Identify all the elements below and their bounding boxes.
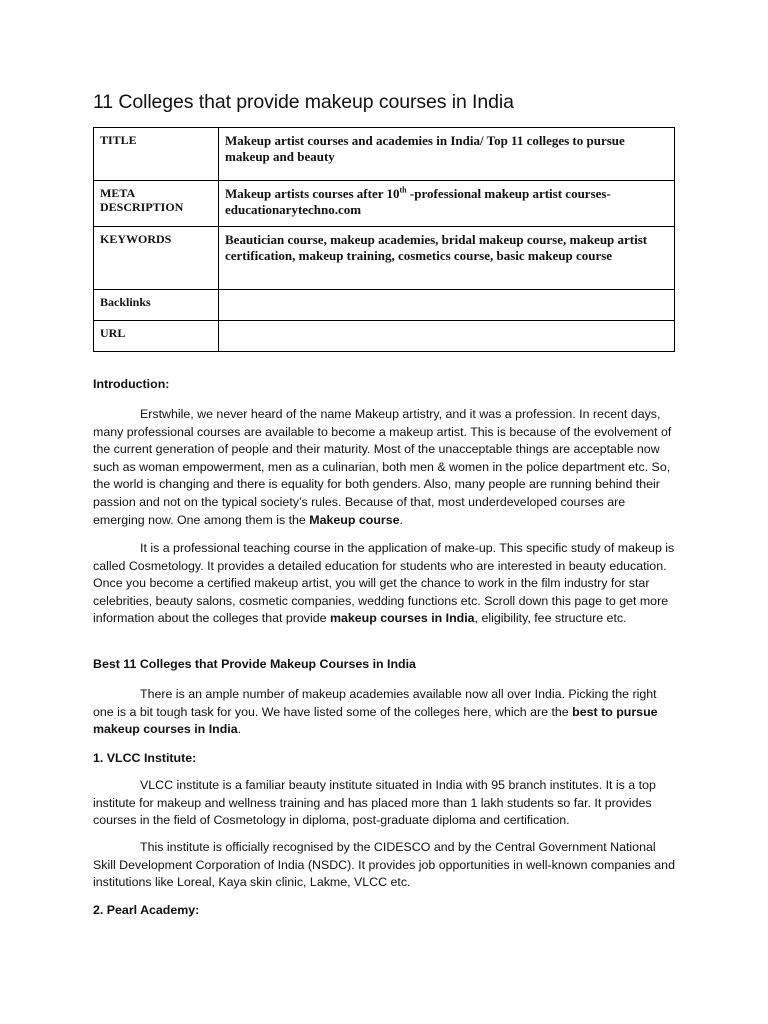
table-row	[94, 321, 675, 352]
intro-paragraph-2	[93, 540, 675, 628]
intro-p2-end: , eligibility, fee structure etc.	[474, 611, 627, 626]
vlcc-heading: 1. VLCC Institute:	[93, 751, 197, 765]
intro-paragraph-1	[93, 406, 675, 529]
pearl-heading: 2. Pearl Academy:	[93, 903, 200, 917]
intro-p1-bold: Makeup course	[309, 512, 400, 527]
meta-key-backlinks: Backlinks	[94, 290, 219, 321]
best-p-end: .	[237, 722, 242, 737]
meta-key-url: URL	[94, 321, 219, 352]
table-row	[94, 290, 675, 321]
intro-heading: Introduction:	[93, 377, 170, 391]
intro-p1-text: Erstwhile, we never heard of the name Makeup artistry, and it was a profession. In recent days, many professional courses are available to become a makeup artist. This is because of the evolvement of the current generation of people and their maturity. Most of the unacceptable things are acceptable now such as woman empowerment, men as a culinarian, both men & women in the police department etc. So, the world is changing and there is equality for both genders. Also, many people are running behind their passion and not on the typical society’s rules. Because of that, most underdeveloped courses are emerging now. One among them is the	[93, 407, 672, 527]
best-p-bold: best to pursue makeup courses in India	[93, 704, 658, 737]
best-colleges-heading: Best 11 Colleges that Provide Makeup Courses in India	[93, 657, 416, 671]
meta-description-post: -professional makeup artist courses- educationarytechno.com	[225, 186, 611, 217]
meta-key-description: META DESCRIPTION	[94, 181, 219, 227]
intro-p1-end: .	[399, 512, 403, 527]
intro-p2-text: It is a professional teaching course in the application of make-up. This specific study of makeup is called Cosmetology. It provides a detailed education for students who are interested in beauty education. Once you become a certified makeup artist, you will get the chance to work in the film industry for star celebrities, beauty salons, cosmetic companies, wedding functions etc. Scroll down this page to get more information about the colleges that provide	[93, 541, 675, 626]
table-row	[94, 227, 675, 290]
intro-p2-bold: makeup courses in India	[329, 611, 475, 626]
vlcc-paragraph-1: VLCC institute is a familiar beauty institute situated in India with 95 branch institutes. It is a top institute for makeup and wellness training and has placed more than 1 lakh students so far. It provides courses in the field of Cosmetology in diploma, post-graduate diploma and certification.	[93, 778, 656, 828]
vlcc-paragraph-2: This institute is officially recognised by the CIDESCO and by the Central Government National Skill Development Corporation of India (NSDC). It provides job opportunities in well-known companies and institutions like Loreal, Kaya skin clinic, Lakme, VLCC etc.	[93, 840, 675, 890]
meta-value-title: Makeup artist courses and academies in India/ Top 11 colleges to pursue makeup and beauty	[219, 128, 675, 181]
page-title: 11 Colleges that provide makeup courses in India	[93, 91, 514, 113]
meta-description-pre: Makeup artists courses after 10	[225, 186, 400, 201]
document-page	[93, 88, 675, 917]
meta-key-title: TITLE	[94, 128, 219, 181]
meta-value-description	[219, 181, 675, 227]
table-row	[94, 128, 675, 181]
meta-value-keywords: Beautician course, makeup academies, bridal makeup course, makeup artist certification, makeup training, cosmetics course, basic makeup course	[219, 227, 675, 290]
meta-table	[93, 127, 675, 352]
meta-value-url	[219, 321, 675, 352]
meta-description-sup: th	[399, 185, 407, 195]
best-colleges-paragraph	[93, 686, 675, 739]
best-p-text: There is an ample number of makeup academies available now all over India. Picking the right one is a bit tough task for you. We have listed some of the colleges here, which are the	[93, 687, 657, 719]
meta-key-keywords: KEYWORDS	[94, 227, 219, 290]
table-row	[94, 181, 675, 227]
meta-value-backlinks	[219, 290, 675, 321]
